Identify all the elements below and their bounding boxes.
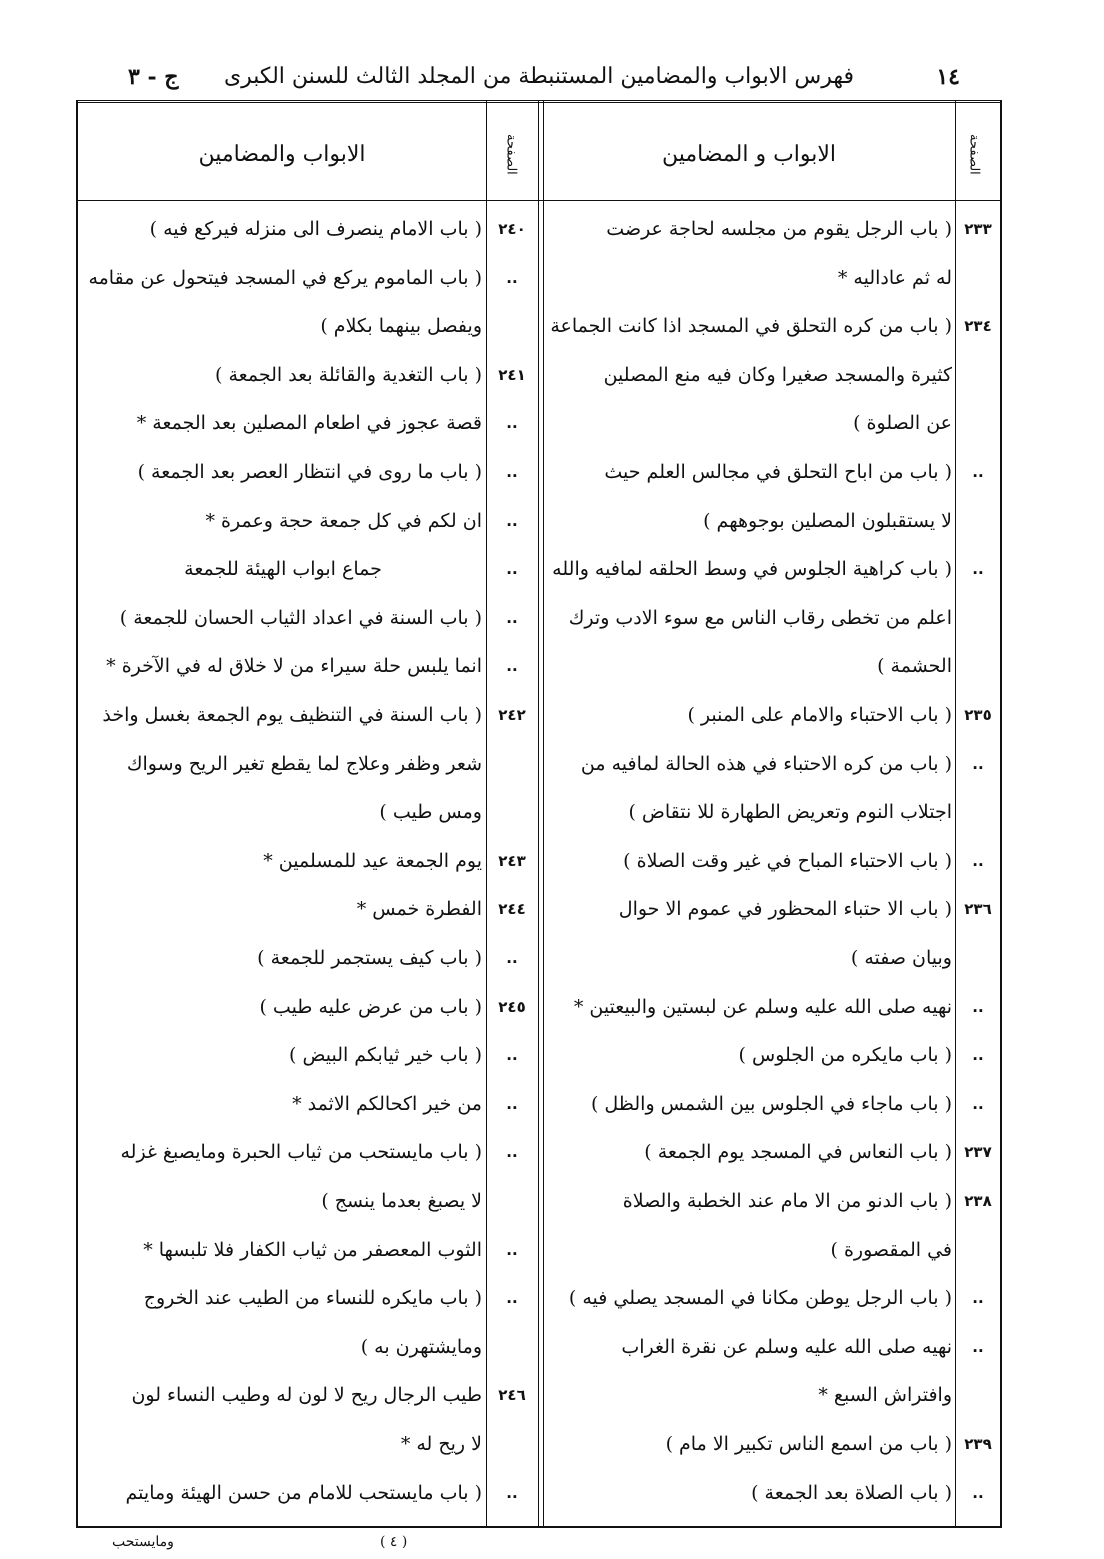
page-ref: .. [506,1143,518,1162]
left-index-row [0,1419,1104,1469]
page-ref: .. [972,1483,984,1502]
page-ref: ٢٣٦ [964,900,992,919]
entry-text: لا يستقبلون المصلين بوجوههم ) [703,509,952,532]
entry-text: انما يلبس حلة سيراء من لا خلاق له في الآخرة * [106,655,482,678]
entry-text: ( باب مايكره من الجلوس ) [738,1044,952,1067]
left-index-row [0,350,1104,400]
page-ref [488,787,536,837]
entry-text: نهيه صلى الله عليه وسلم عن نقرة الغراب [621,1335,952,1358]
entry-text: ( باب كيف يستجمر للجمعة ) [257,947,482,969]
page-ref: .. [506,560,518,579]
page-ref: ٢٣٨ [964,1192,992,1210]
entry-text: له ثم عاداليه * [837,266,952,289]
page-ref: ٢٤٦ [498,1386,526,1405]
entry-text: الحشمة ) [877,655,952,678]
right-panel-heading: الابواب و المضامين [661,141,837,167]
left-panel-heading: الابواب والمضامين [198,141,366,167]
entry-text: الفطرة خمس * [356,898,482,921]
bottom-rule [78,1526,1000,1528]
page-ref [488,1419,536,1469]
left-index-row [0,301,1104,351]
entry-text: ( باب الا حتباء المحظور في عموم الا حوال [618,898,952,921]
page-ref: .. [972,997,984,1016]
entry-text: في المقصورة ) [830,1238,952,1261]
entry-text: عن الصلوة ) [853,412,952,435]
page-ref: ٢٣٩ [964,1435,992,1453]
entry-text: قصة عجوز في اطعام المصلين بعد الجمعة * [136,412,482,435]
entry-text: ( باب مايكره للنساء من الطيب عند الخروج [143,1287,482,1310]
entry-text: اجتلاب النوم وتعريض الطهارة للا نتقاض ) [628,801,952,824]
entry-text: من خير اكحالكم الاثمد * [292,1092,482,1115]
page-ref: .. [972,463,984,481]
entry-text: ( باب ما روى في انتظار العصر بعد الجمعة ) [137,461,482,483]
page-ref: .. [506,463,518,481]
page-ref: .. [972,1289,984,1308]
left-index-row [0,836,1104,886]
footer-right-fragment: ومايستحب [112,1534,174,1550]
entry-text: شعر وظفر وعلاج لما يقطع تغير الريح وسواك [126,752,482,775]
left-index-row [0,641,1104,691]
entry-text: لا ريح له * [400,1433,482,1455]
entry-text: ومايشتهرن به ) [360,1335,482,1358]
page-footer [0,1534,1104,1559]
page-ref: ٢٣٤ [964,317,992,336]
entry-text: ومس طيب ) [379,801,482,824]
page-ref: ٢٤٥ [498,997,526,1016]
entry-text: ( باب من كره الاحتباء في هذه الحالة لمافيه من [580,752,952,775]
entry-text: ( باب الاحتباء والامام على المنبر ) [687,704,952,726]
entry-text: ( باب الصلاة بعد الجمعة ) [751,1481,952,1504]
page-ref [488,1322,536,1372]
volume-label: ج - ٣ [128,64,179,90]
entry-text: ( باب الماموم يركع في المسجد فيتحول عن مقامه [88,266,482,289]
left-index-row [0,1030,1104,1080]
page-ref: ٢٣٧ [964,1143,992,1162]
page-ref: .. [972,1094,984,1113]
left-index-row [0,1468,1104,1518]
entry-text: ( باب من عرض عليه طيب ) [259,995,482,1018]
entry-text: ( باب مايستحب من ثياب الحبرة ومايصبغ غزله [120,1141,482,1164]
page-ref: .. [506,1094,518,1113]
left-index-row [0,1370,1104,1420]
page-number: ١٤ [936,64,960,90]
left-index-row [0,1127,1104,1177]
left-index-row [0,447,1104,497]
left-index-row [0,884,1104,934]
entry-text: ( باب الرجل يقوم من مجلسه لحاجة عرضت [606,218,952,240]
left-index-row [0,1225,1104,1275]
entry-text: وافتراش السبع * [818,1384,952,1407]
entry-text: الثوب المعصفر من ثياب الكفار فلا تلبسها * [143,1238,482,1261]
page-ref: .. [506,608,518,627]
entry-text: نهيه صلى الله عليه وسلم عن لبستين والبيعتين * [573,995,952,1018]
left-index-row [0,690,1104,740]
left-index-row [0,1176,1104,1226]
entry-text: ويفصل بينهما بكلام ) [320,315,482,338]
left-index-row [0,787,1104,837]
page-ref: .. [506,268,518,287]
section-heading: جماع ابواب الهيئة للجمعة [184,558,382,581]
entry-text: ( باب من اسمع الناس تكبير الا مام ) [665,1433,952,1455]
left-index-row [0,593,1104,643]
entry-text: ( باب السنة في اعداد الثياب الحسان للجمعة ) [119,606,482,629]
page-ref: .. [506,1046,518,1065]
page-ref: ٢٤٢ [498,706,526,724]
page-ref: .. [506,1483,518,1502]
page-ref: ٢٤١ [498,365,526,384]
page-ref: .. [506,414,518,433]
entry-text: وبيان صفته ) [850,947,952,969]
page-title: فهرس الابواب والمضامين المستنبطة من المجلد الثالث للسنن الكبرى [223,64,855,89]
left-index-row [0,933,1104,983]
entry-text: كثيرة والمسجد صغيرا وكان فيه منع المصلين [603,363,952,386]
entry-text: ( باب الامام ينصرف الى منزله فيركع فيه ) [149,218,482,240]
entry-text: ( باب كراهية الجلوس في وسط الحلقه لمافيه والله [552,558,952,581]
page-ref: .. [972,560,984,579]
entry-text: ( باب النعاس في المسجد يوم الجمعة ) [644,1141,952,1164]
page-ref [488,739,536,789]
entry-text: طيب الرجال ريح لا لون له وطيب النساء لون [131,1384,482,1407]
right-page-col-heading: الصفحة [966,133,982,175]
page-ref: .. [506,949,518,967]
page-ref: .. [972,851,984,870]
page-ref: .. [972,1046,984,1065]
running-header [78,60,1000,94]
left-index-row [0,1079,1104,1129]
page-ref: ٢٤٤ [498,900,526,919]
left-index-row [0,544,1104,594]
heading-separator [78,200,1000,201]
page-ref: ٢٤٣ [498,851,526,870]
page-ref: ٢٣٥ [964,706,992,724]
page-ref: .. [506,511,518,530]
entry-text: ( باب الاحتباء المباح في غير وقت الصلاة ) [623,849,952,872]
entry-text: ( باب من اباح التحلق في مجالس العلم حيث [604,461,952,483]
entry-text: ( باب من كره التحلق في المسجد اذا كانت الجماعة [550,315,952,338]
page-ref [488,301,536,351]
footer-center-fragment: ( ٤ ) [380,1534,408,1550]
entry-text: ( باب الرجل يوطن مكانا في المسجد يصلي فيه ) [568,1287,952,1310]
page-ref: .. [506,657,518,676]
left-index-row [0,1322,1104,1372]
left-index-row [0,1273,1104,1323]
page-ref: .. [506,1240,518,1259]
entry-text: ( باب خير ثيابكم البيض ) [289,1044,482,1067]
entry-text: ( باب التغدية والقائلة بعد الجمعة ) [215,363,482,386]
page-ref [488,1176,536,1226]
left-index-row [0,398,1104,448]
entry-text: ( باب مايستحب للامام من حسن الهيئة ومايتم [125,1481,482,1504]
page-ref: .. [972,754,984,773]
left-index-row [0,739,1104,789]
left-index-row [0,982,1104,1032]
page-ref: ٢٣٣ [964,220,992,238]
left-index-row [0,496,1104,546]
left-index-row [0,253,1104,303]
entry-text: اعلم من تخطى رقاب الناس مع سوء الادب وترك [568,606,952,629]
entry-text: ( باب السنة في التنظيف يوم الجمعة بغسل واخذ [102,704,482,726]
left-page-col-heading: الصفحة [503,133,519,175]
entry-text: يوم الجمعة عيد للمسلمين * [263,849,482,872]
left-index-row [0,204,1104,254]
entry-text: لا يصبغ بعدما ينسج ) [321,1190,482,1212]
page-ref: .. [506,1289,518,1308]
page-ref: .. [972,1337,984,1356]
entry-text: ( باب الدنو من الا مام عند الخطبة والصلاة [622,1190,952,1212]
page-ref: ٢٤٠ [498,220,526,238]
entry-text: ان لكم في كل جمعة حجة وعمرة * [205,509,482,532]
entry-text: ( باب ماجاء في الجلوس بين الشمس والظل ) [590,1092,952,1115]
